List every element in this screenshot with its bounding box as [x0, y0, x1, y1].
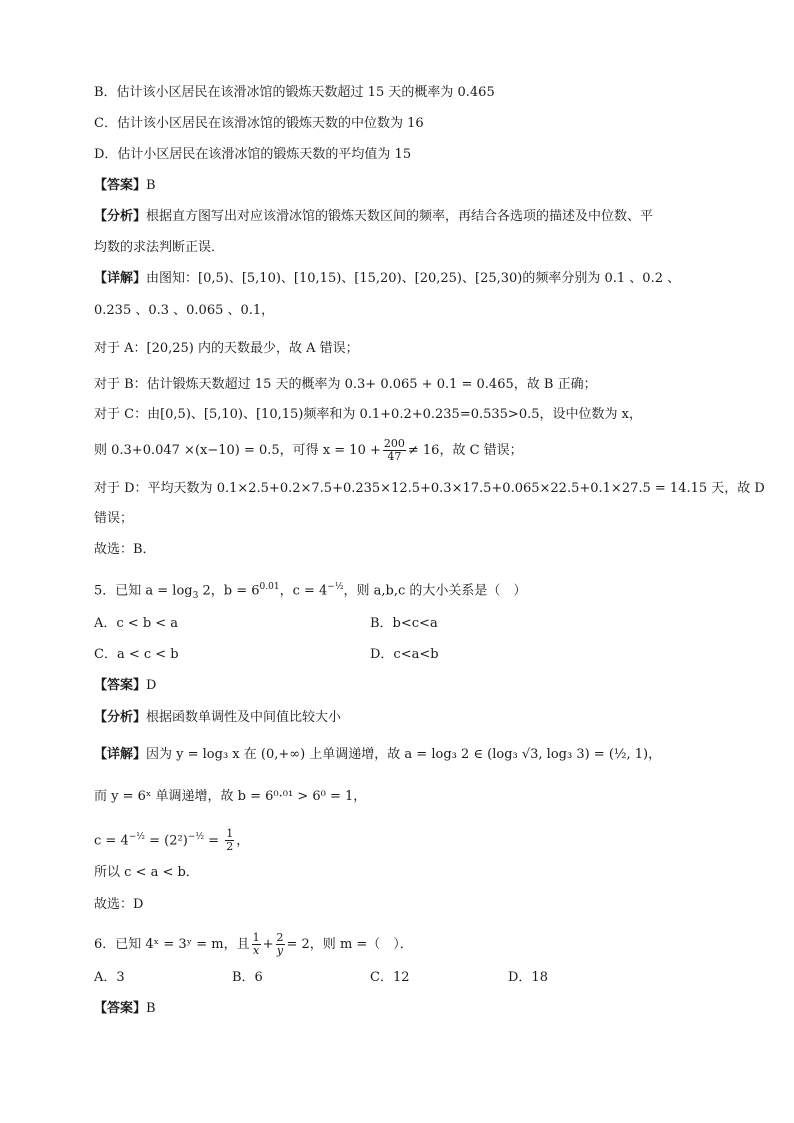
q5-detail-3-sup2: −½: [187, 832, 205, 842]
q5-stem-sup1: 0.01: [259, 582, 280, 592]
q4-choice: 故选：B．: [94, 542, 156, 557]
q4-detail-line1: [94, 270, 680, 288]
q6-plus: +: [262, 937, 274, 952]
detail-c2-right: ≠ 16，故 C 错误；: [407, 443, 523, 458]
q6-option-c: C．12: [370, 970, 410, 985]
q6-stem: [94, 932, 413, 957]
detail-tag: 【详解】: [94, 747, 147, 762]
q6-option-b: B．6: [232, 970, 263, 985]
answer-value: B: [146, 178, 156, 193]
fraction-numerator: 1: [252, 931, 260, 944]
analysis-text: 根据函数单调性及中间值比较大小: [146, 710, 342, 725]
q5-detail-3-part1: c = 4: [94, 833, 129, 849]
q5-option-c: C．a < c < b: [94, 647, 179, 662]
fraction-2-y: [276, 932, 285, 957]
q5-stem: [94, 578, 526, 605]
q6-stem-part2: = 2，则 m =（ ）．: [286, 937, 413, 952]
fraction-1-x: [252, 932, 261, 957]
q5-stem-sub: 3: [192, 590, 199, 601]
q5-stem-part2: 2，b = 6: [198, 583, 260, 599]
q4-analysis-line2: 均数的求法判断正误．: [94, 240, 225, 255]
fraction-200-47: [383, 438, 406, 463]
q6-stem-part1: 6．已知 4ˣ = 3ʸ = m，且: [94, 937, 250, 952]
q4-detail-d2: 错误；: [94, 511, 134, 526]
q6-option-d: D．18: [508, 970, 548, 985]
q4-detail-a: 对于 A：[20,25) 内的天数最少，故 A 错误；: [94, 341, 359, 356]
q4-detail-d1: 对于 D：平均天数为 0.1×2.5+0.2×7.5+0.235×12.5+0.3×17.5+0.065×22.5+0.1×27.5 = 14.15 天，故 D: [94, 481, 765, 496]
detail-text: 因为 y = log₃ x 在 (0,+∞) 上单调递增，故 a = log₃ 2 ∈ (log₃ √3, log₃ 3) = (½, 1)，: [146, 747, 662, 762]
q4-detail-b: 对于 B：估计锻炼天数超过 15 天的概率为 0.3+ 0.065 + 0.1 = 0.465，故 B 正确；: [94, 377, 597, 392]
analysis-text: 根据直方图写出对应该滑冰馆的锻炼天数区间的频率，再结合各选项的描述及中位数、平: [146, 209, 654, 224]
q5-detail-3: [94, 828, 249, 853]
analysis-tag: 【分析】: [94, 209, 147, 224]
fraction-denominator: 47: [387, 450, 402, 463]
q5-detail-3-part4: ，: [236, 833, 250, 849]
q4-option-d: D．估计小区居民在该滑冰馆的锻炼天数的平均值为 15: [94, 147, 412, 162]
q4-analysis-line1: [94, 208, 653, 226]
q4-answer: [94, 177, 156, 195]
q5-choice: 故选：D: [94, 897, 144, 912]
q5-detail-1: [94, 746, 661, 764]
detail-c2-left: 则 0.3+0.047 ×(x−10) = 0.5，可得 x = 10 +: [94, 443, 381, 458]
answer-tag: 【答案】: [94, 178, 147, 193]
q6-option-a: A．3: [94, 970, 125, 985]
fraction-denominator: 2: [226, 840, 234, 854]
q5-detail-2: 而 y = 6ˣ 单调递增，故 b = 6⁰·⁰¹ > 6⁰ = 1，: [94, 789, 367, 804]
q5-stem-part3: ，c = 4: [279, 583, 328, 599]
q5-option-b: B．b<c<a: [370, 616, 438, 631]
fraction-1-2: [225, 828, 234, 853]
fraction-denominator: x: [253, 944, 260, 957]
q4-detail-c1: 对于 C：由[0,5)、[5,10)、[10,15)频率和为 0.1+0.2+0.235=0.535>0.5，设中位数为 x，: [94, 407, 642, 422]
fraction-numerator: 2: [276, 931, 284, 944]
q5-detail-3-part2: = (2²): [144, 833, 188, 849]
answer-tag: 【答案】: [94, 678, 147, 693]
q5-stem-part1: 5．已知 a = log: [94, 583, 193, 599]
fraction-numerator: 1: [226, 827, 234, 841]
q5-answer: [94, 677, 156, 695]
q5-option-d: D．c<a<b: [370, 647, 439, 662]
q5-detail-3-part3: =: [204, 833, 224, 849]
q5-stem-sup2: −½: [327, 582, 344, 592]
q4-detail-c2: [94, 438, 523, 463]
answer-tag: 【答案】: [94, 1001, 147, 1016]
analysis-tag: 【分析】: [94, 710, 147, 725]
answer-value: B: [146, 1001, 156, 1016]
q4-detail-line2: 0.235 、0.3 、0.065 、0.1，: [94, 303, 275, 318]
fraction-numerator: 200: [383, 437, 405, 450]
detail-text: 由图知：[0,5)、[5,10)、[10,15)、[15,20)、[20,25)、[25,30)的频率分别为 0.1 、0.2 、: [146, 271, 681, 286]
q5-option-a: A．c < b < a: [94, 616, 179, 631]
q5-detail-4: 所以 c < a < b．: [94, 865, 199, 880]
q4-option-c: C．估计该小区居民在该滑冰馆的锻炼天数的中位数为 16: [94, 116, 424, 131]
q5-detail-3-sup: −½: [128, 832, 145, 842]
fraction-denominator: y: [276, 944, 284, 957]
answer-value: D: [146, 678, 157, 693]
q6-answer: [94, 1000, 156, 1018]
q4-option-b: B．估计该小区居民在该滑冰馆的锻炼天数超过 15 天的概率为 0.465: [94, 85, 495, 100]
detail-tag: 【详解】: [94, 271, 147, 286]
q5-stem-part4: ，则 a,b,c 的大小关系是（ ）: [343, 583, 527, 599]
q5-analysis: [94, 709, 341, 727]
